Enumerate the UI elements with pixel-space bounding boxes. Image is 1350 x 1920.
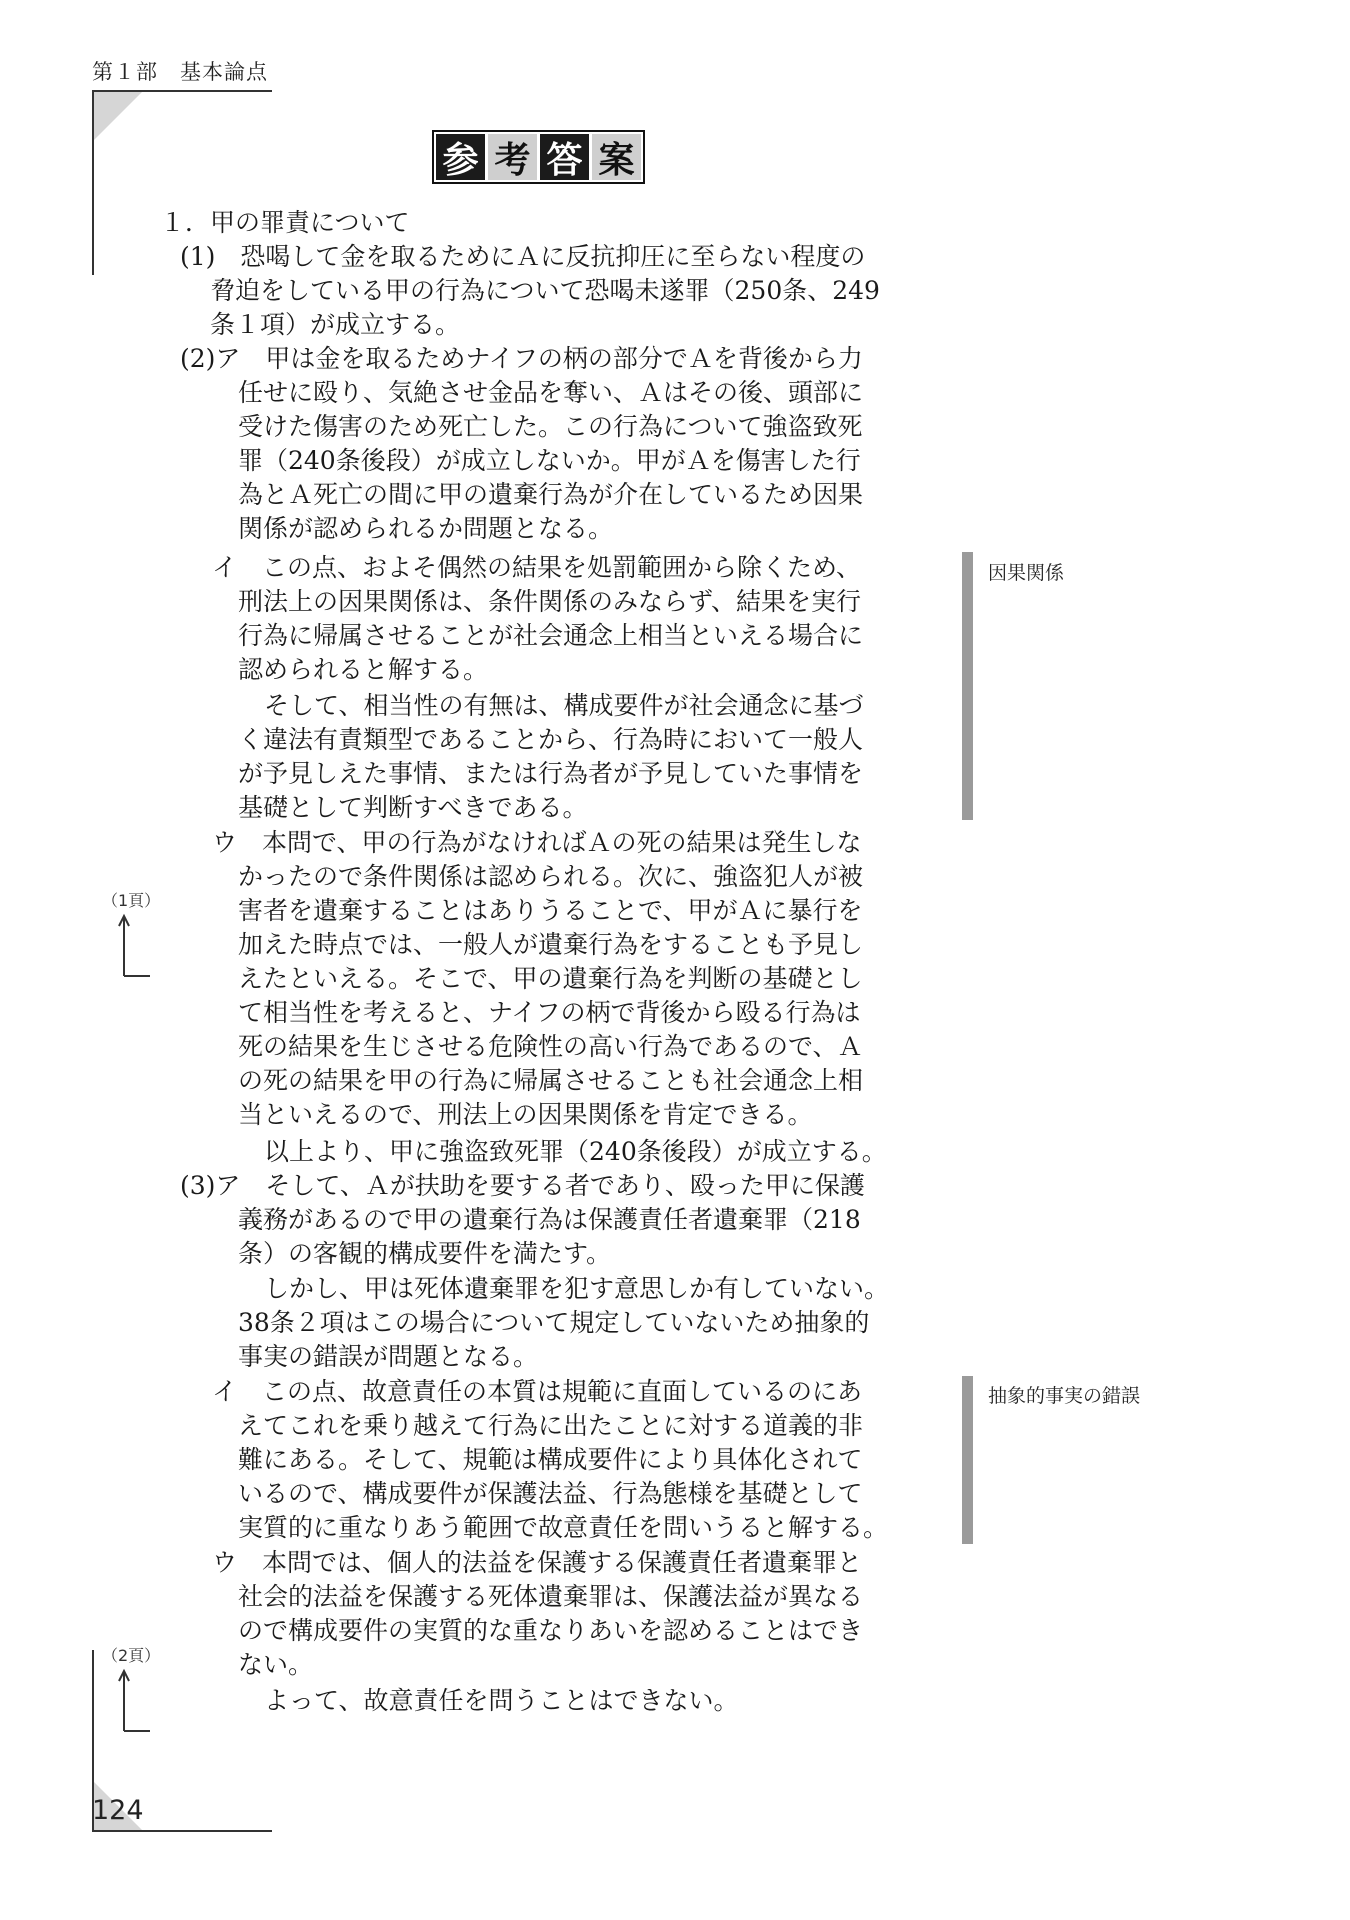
text-line: ので構成要件の実質的な重なりあいを認めることはでき	[238, 1616, 864, 1645]
text-line: 死の結果を生じさせる危険性の高い行為であるので、Ａ	[238, 1032, 863, 1061]
title-char: 考	[488, 134, 537, 180]
text-line: 関係が認められるか問題となる。	[238, 514, 614, 543]
text-line: いるので、構成要件が保護法益、行為態様を基礎として	[238, 1479, 863, 1508]
text-line: 刑法上の因果関係は、条件関係のみならず、結果を実行	[238, 587, 862, 616]
text-line: ウ 本問で、甲の行為がなければＡの死の結果は発生しな	[212, 828, 862, 857]
answer-title	[432, 130, 645, 184]
title-char: 答	[540, 134, 589, 180]
page-number: 124	[92, 1795, 144, 1826]
text-line: (2)ア 甲は金を取るためナイフの柄の部分でＡを背後から力	[180, 344, 863, 373]
text-line: (1) 恐喝して金を取るためにＡに反抗抑圧に至らない程度の	[180, 242, 866, 271]
text-line: 以上より、甲に強盗致死罪（240条後段）が成立する。	[264, 1137, 887, 1166]
text-line: 社会的法益を保護する死体遺棄罪は、保護法益が異なる	[238, 1582, 864, 1611]
text-line: 為とＡ死亡の間に甲の遺棄行為が介在しているため因果	[238, 480, 864, 509]
up-arrow-icon	[116, 1665, 156, 1735]
page-reference	[102, 888, 162, 978]
page-reference	[102, 1643, 162, 1733]
side-note-label: 因果関係	[988, 562, 1065, 584]
text-line: えてこれを乗り越えて行為に出たことに対する道義的非	[238, 1411, 864, 1440]
text-line: (3)ア そして、Ａが扶助を要する者であり、殴った甲に保護	[180, 1171, 865, 1200]
text-line: イ この点、故意責任の本質は規範に直面しているのにあ	[212, 1377, 863, 1406]
text-line: 脅迫をしている甲の行為について恐喝未遂罪（250条、249	[210, 276, 880, 305]
text-line: 条１項）が成立する。	[210, 310, 461, 339]
text-line: 罪（240条後段）が成立しないか。甲がＡを傷害した行	[238, 446, 861, 475]
side-note-label: 抽象的事実の錯誤	[988, 1385, 1141, 1407]
text-line: 受けた傷害のため死亡した。この行為について強盗致死	[238, 412, 863, 441]
text-line: 難にある。そして、規範は構成要件により具体化されて	[238, 1445, 863, 1474]
text-line: イ この点、およそ偶然の結果を処罰範囲から除くため、	[212, 553, 862, 582]
text-line: く違法有責類型であることから、行為時において一般人	[238, 725, 864, 754]
title-char: 案	[592, 134, 641, 180]
text-line: 行為に帰属させることが社会通念上相当といえる場合に	[238, 621, 864, 650]
text-line: そして、相当性の有無は、構成要件が社会通念に基づ	[264, 691, 864, 720]
text-line: １．甲の罪責について	[160, 208, 410, 237]
text-line: て相当性を考えると、ナイフの柄で背後から殴る行為は	[238, 998, 861, 1027]
text-line: 当といえるので、刑法上の因果関係を肯定できる。	[238, 1100, 813, 1129]
text-line: よって、故意責任を問うことはできない。	[264, 1686, 739, 1715]
text-line: 実質的に重なりあう範囲で故意責任を問いうると解する。	[238, 1513, 889, 1542]
text-line: ない。	[238, 1650, 314, 1679]
text-line: 条）の客観的構成要件を満たす。	[238, 1239, 612, 1268]
text-line: ウ 本問では、個人的法益を保護する保護責任者遺棄罪と	[212, 1548, 863, 1577]
title-char: 参	[436, 134, 485, 180]
text-line: しかし、甲は死体遺棄罪を犯す意思しか有していない。	[264, 1274, 890, 1303]
page-reference-label: （1頁）	[102, 891, 161, 910]
text-line: 任せに殴り、気絶させ金品を奪い、Ａはその後、頭部に	[238, 378, 864, 407]
text-line: 基礎として判断すべきである。	[238, 793, 588, 822]
text-line: の死の結果を甲の行為に帰属させることも社会通念上相	[238, 1066, 864, 1095]
up-arrow-icon	[116, 910, 156, 980]
text-line: 義務があるので甲の遺棄行為は保護責任者遺棄罪（218	[238, 1205, 861, 1234]
footer-rule	[92, 1830, 272, 1832]
text-line: 38条２項はこの場合について規定していないため抽象的	[238, 1308, 870, 1337]
side-note-bar	[962, 1376, 973, 1544]
corner-triangle-top	[94, 92, 142, 140]
text-line: 害者を遺棄することはありうることで、甲がＡに暴行を	[238, 896, 863, 925]
text-line: 事実の錯誤が問題となる。	[238, 1342, 539, 1371]
side-note-bar	[962, 552, 973, 820]
text-line: えたといえる。そこで、甲の遺棄行為を判断の基礎とし	[238, 964, 863, 993]
page-reference-label: （2頁）	[102, 1646, 161, 1665]
running-header: 第１部 基本論点	[92, 60, 268, 84]
text-line: かったので条件関係は認められる。次に、強盗犯人が被	[238, 862, 864, 891]
text-line: が予見しえた事情、または行為者が予見していた事情を	[238, 759, 864, 788]
text-line: 加えた時点では、一般人が遺棄行為をすることも予見し	[238, 930, 864, 959]
text-line: 認められると解する。	[238, 655, 489, 684]
